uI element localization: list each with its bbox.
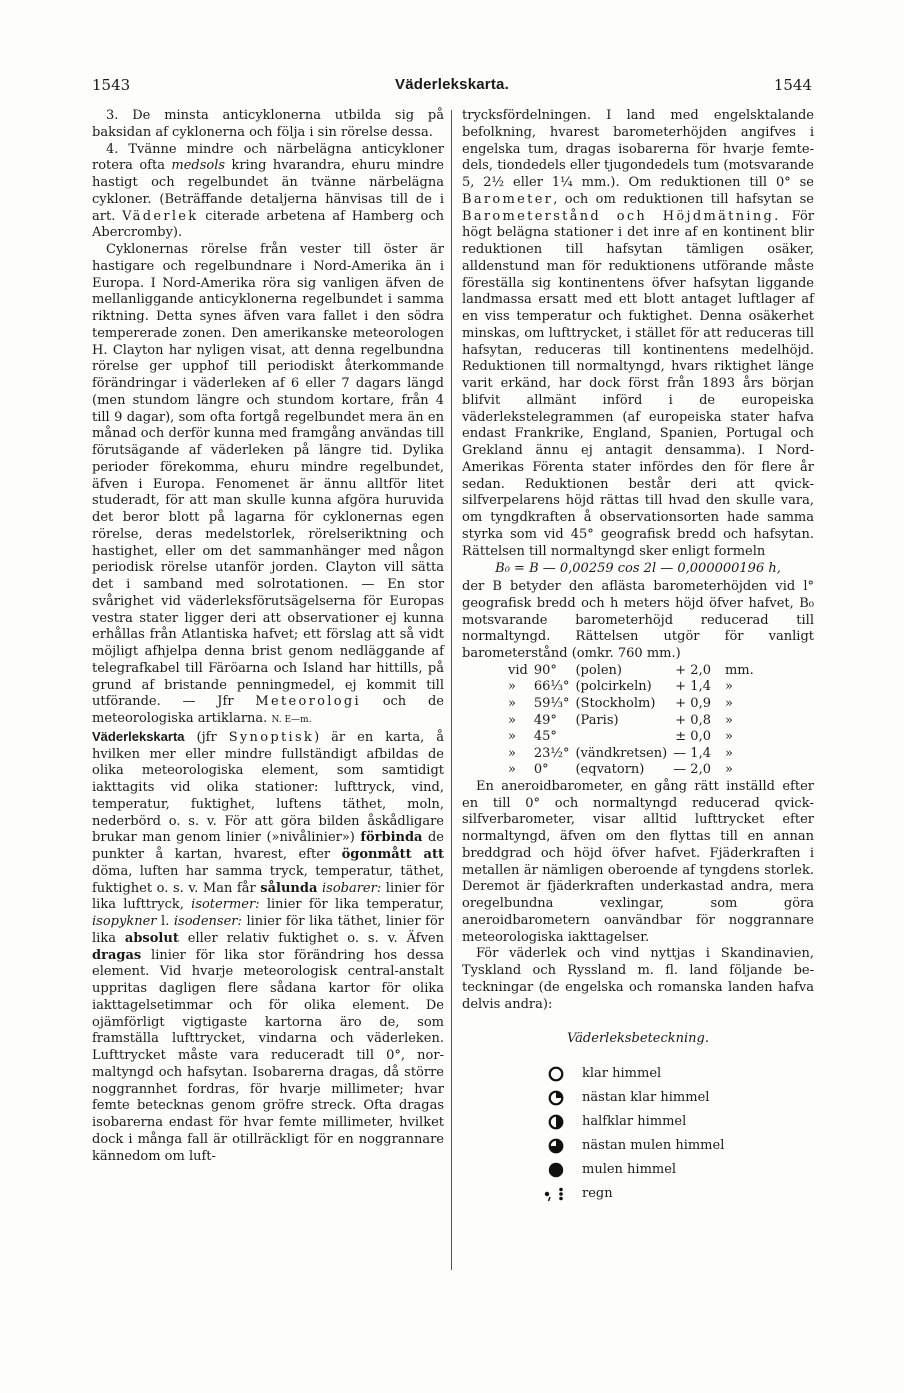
- author-signature: N. E—m.: [271, 715, 312, 725]
- table-cell-val: ± 0,0: [675, 729, 711, 745]
- legend-label: nästan mulen himmel: [582, 1137, 725, 1153]
- circle-half-icon: [536, 1114, 576, 1130]
- table-cell-lat: 59⅓°: [533, 695, 570, 711]
- legend-item: [536, 1182, 814, 1206]
- table-cell-lat: 45°: [533, 729, 557, 745]
- page-number-right: 1544: [773, 76, 812, 94]
- table-cell-val: + 2,0: [675, 662, 711, 678]
- right-column: [462, 108, 814, 1206]
- page-number-left: 1543: [92, 76, 131, 94]
- table-cell-val: — 1,4: [673, 745, 711, 761]
- table-cell-unit: »: [724, 762, 733, 778]
- paragraph: trycksfördelningen. I land med engelsktalande befolkning, hvarest barometerhöjden angifves i engelska tum, dragas isobarerna för hvarje femtedels, tiondedels eller tjugondedels tum (motsvarande 5, 2½ eller 1¼ mm.). Om reduktionen till 0° se Barometer, och om reduktionen till hafsytan se Barometerstånd och Höjdmätning. För högt belägna stationer i det inre af en kontinent blir reduktionen till hafsytan tämligen osäker, alldenstund man för reduktionens utförande måste föreställa sig kontinentens öfver hafsytan liggande landmassa ersatt med ett blott antaget luftlager af en viss temperatur och fuktighet. Denna osäkerhet minskas, om lufttrycket, i stället för att reduceras till hafsytan, reduceras till kontinentens medelhöjd. Reduktionen till normaltyngd, hvars riktighet länge varit erkänd, har dock först från 1893 års början blifvit allmänt införd i de europeiska väderlekstelegrammen (af europeiska stater hafva endast Frankrike, England, Spanien, Portugal och Grekland ännu ej antagit densamma). I Nord-Amerikas Förenta stater infördes den för flere år sedan. Reduktionen består deri att qvicksilfverpelarens höjd rättas till hvad den skulle vara, om tyngdkraften å observationsorten hade samma styrka som vid 45° geografisk bredd och hafsytan. Rättelsen till normaltyngd sker enligt formeln: [462, 108, 814, 559]
- legend-item: [536, 1086, 814, 1110]
- table-cell-prefix: »: [508, 762, 516, 778]
- table-cell-unit: mm.: [724, 662, 754, 678]
- table-cell-unit: »: [724, 695, 733, 711]
- legend-title: Väderleksbeteckning.: [566, 1031, 710, 1047]
- table-row: [508, 762, 760, 779]
- table-row: [508, 696, 760, 713]
- page-header: [92, 76, 812, 96]
- table-cell-unit: »: [724, 729, 733, 745]
- circle-three-quarter-icon: [536, 1138, 576, 1154]
- table-cell-place: (eqvatorn): [575, 762, 645, 778]
- table-cell-lat: 0°: [533, 762, 549, 778]
- rain-icon: [536, 1186, 576, 1202]
- table-cell-lat: 90°: [533, 662, 557, 678]
- table-cell-prefix: »: [508, 712, 516, 728]
- table-row: [508, 729, 760, 746]
- paragraph: der B betyder den aflästa barometerhöjden vid l° geografisk bredd och h meters höjd öfver hafvet, B₀ motsvarande barometerhöjd reducerad till normaltyngd. Rättelsen utgör för vanligt barometerstånd (omkr. 760 mm.): [462, 579, 814, 661]
- paragraph: 4. Tvänne mindre och närbelägna anticykloner rotera ofta medsols kring hvarandra, ehuru mindre hastigt och regelbundet än tvänne närbelägna cykloner. (Beträffande detaljerna hänvisas till de i art. Väderlek citerade arbetena af Hamberg och Abercromby).: [92, 141, 444, 241]
- article-entry: Väderlekskarta (jfr Synoptisk) är en karta, å hvilken mer eller mindre fullständigt afbildas de olika meteorologiska element, som samtidigt iakttagits vid olika stationer: lufttryck, vind, temperatur, fuktighet, luftens täthet, moln, nederbörd o. s. v. För att göra bilden åskådligare brukar man genom linier (»nivålinier») förbinda de punkter å kartan, hvarest, efter ögonmått att döma, luften har samma tryck, temperatur, täthet, fuktighet o. s. v. Man får sålunda isobarer: linier för lika lufttryck, isotermer: linier för lika temperatur, isopykner l. isodenser: linier för lika täthet, linier för lika absolut eller relativ fuktighet o. s. v. Äfven dragas linier för lika stor förändring hos dessa element. Vid hvarje meteorologisk central-anstalt uppritas dagligen flere sådana kartor för olika iakttagelsetimmar och för olika element. De ojämförligt vigtigaste kartorna äro de, som framställa lufttrycket, vindarna och väderleken. Lufttrycket måste vara reduceradt till 0°, normaltyngd och hafsytan. Isobarerna dragas, då större noggrannhet fordras, för hvarje millimeter; hvar femte betecknas genom gröfre streck. Ofta dragas isobarerna endast för hvar femte millimeter, hvilket dock i många fall är otillräckligt för en noggrannare kännedom om luft-: [92, 728, 445, 1164]
- paragraph: För väderlek och vind nyttjas i Skandinavien, Tyskland och Ryssland m. fl. land följande beteckningar (de engelska och romanska landen hafva delvis andra):: [462, 946, 814, 1012]
- table-row: [508, 746, 760, 763]
- formula: B₀ = B — 0,00259 cos 2l — 0,000000196 h,: [495, 561, 781, 577]
- table-row: [508, 713, 760, 730]
- table-row: [508, 679, 760, 696]
- table-cell-lat: 66⅓°: [533, 679, 570, 695]
- table-cell-place: (polen): [575, 662, 622, 678]
- running-title: Väderlekskarta.: [395, 76, 509, 93]
- table-cell-place: (Paris): [575, 712, 619, 728]
- table-cell-place: (polcirkeln): [575, 679, 652, 695]
- circle-full-icon: [536, 1162, 576, 1178]
- table-cell-prefix: »: [508, 729, 516, 745]
- table-cell-val: + 1,4: [675, 679, 711, 695]
- table-cell-place: (Stockholm): [575, 695, 656, 711]
- legend-label: nästan klar himmel: [582, 1089, 710, 1105]
- table-cell-prefix: »: [508, 745, 516, 761]
- table-row: [508, 663, 760, 680]
- legend-label: regn: [582, 1185, 613, 1201]
- table-cell-place: (vändkretsen): [575, 745, 668, 761]
- table-cell-unit: »: [724, 745, 733, 761]
- legend-item: [536, 1110, 814, 1134]
- correction-table: [508, 663, 760, 779]
- legend-label: halfklar himmel: [582, 1113, 687, 1129]
- table-cell-lat: 49°: [533, 712, 557, 728]
- column-divider: [451, 110, 452, 1270]
- table-cell-val: — 2,0: [673, 762, 711, 778]
- legend-item: [536, 1134, 814, 1158]
- table-cell-prefix: »: [508, 695, 516, 711]
- left-column: [92, 108, 444, 1165]
- legend-item: [536, 1158, 814, 1182]
- paragraph: Cyklonernas rörelse från vester till öster är hastigare och regelbundnare i Nord-Amerika än i Europa. I Nord-Amerika röra sig vanligen äfven de mellanliggande anticyklonerna regelbundet i samma riktning. Detta synes äfven vara fallet i den södra tempererade zonen. Den amerikanske meteorologen H. Clayton har nyligen visat, att denna regelbundna rörelse ger upphof till periodiskt återkommande förändringar i väderleken af 6 eller 7 dagars längd (men stundom längre och stundom kortare, från 4 till 9 dagar), som ofta fortgå regelbundet mera än en månad och derför kunna med framgång användas till förutsägande af väderleken på längre tid. Dylika perioder förekomma, ehuru mindre regelbundet, äfven i Europa. Fenomenet är ännu alltför litet studeradt, för att man skulle kunna afgöra huruvida det beror blott på lagarna för cyklonernas egen rörelse, deras medelstorlek, rörelseriktning och hastighet, eller om det sammanhänger med någon periodisk rörelse utanför jorden. Clayton vill sätta det i samband med solrotationen. — En stor svårighet vid väderleksförutsägelserna för Europas vestra stater ligger deri att observationer ej kunna erhållas från Atlantiska hafvet; ett förslag att så vidt möjligt afhjelpa denna brist genom nedläggande af telegrafkabel till Färöarna och Island har hittills, på grund af bristande penningmedel, ej kommit till utförande. — Jfr Meteorologi och de meteorologiska artiklarna. N. E—m.: [92, 242, 444, 726]
- legend-label: mulen himmel: [582, 1161, 677, 1177]
- circle-quarter-icon: [536, 1090, 576, 1106]
- table-cell-prefix: »: [508, 679, 516, 695]
- circle-empty-icon: [536, 1066, 576, 1082]
- table-cell-place: [575, 729, 673, 746]
- paragraph: En aneroidbarometer, en gång rätt inställd efter en till 0° och normaltyngd reducerad qvicksilfverbarometer, visar alltid lufttrycket efter normaltyngd, äfven om den flyttas till en annan breddgrad och höjd öfver hafvet. Fjäderkraften i metallen är nämligen oberoende af tyngdens storlek. Deremot är fjäderkraften underkastad andra, mera oregelbundna vexlingar, som göra aneroidbarometern oanvändbar för noggrannare meteorologiska iakttagelser.: [462, 778, 814, 945]
- legend-item: [536, 1062, 814, 1086]
- table-cell-val: + 0,8: [675, 712, 711, 728]
- table-cell-prefix: vid: [508, 662, 528, 678]
- paragraph: 3. De minsta anticyklonerna utbilda sig på baksidan af cyklonerna och följa i sin rörelse dessa.: [92, 108, 444, 140]
- article-headword: Väderlekskarta: [92, 728, 185, 744]
- legend-label: klar himmel: [582, 1065, 662, 1081]
- table-cell-val: + 0,9: [675, 695, 711, 711]
- table-cell-lat: 23½°: [533, 745, 570, 761]
- table-cell-unit: »: [724, 679, 733, 695]
- weather-legend: [536, 1062, 814, 1206]
- table-cell-unit: »: [724, 712, 733, 728]
